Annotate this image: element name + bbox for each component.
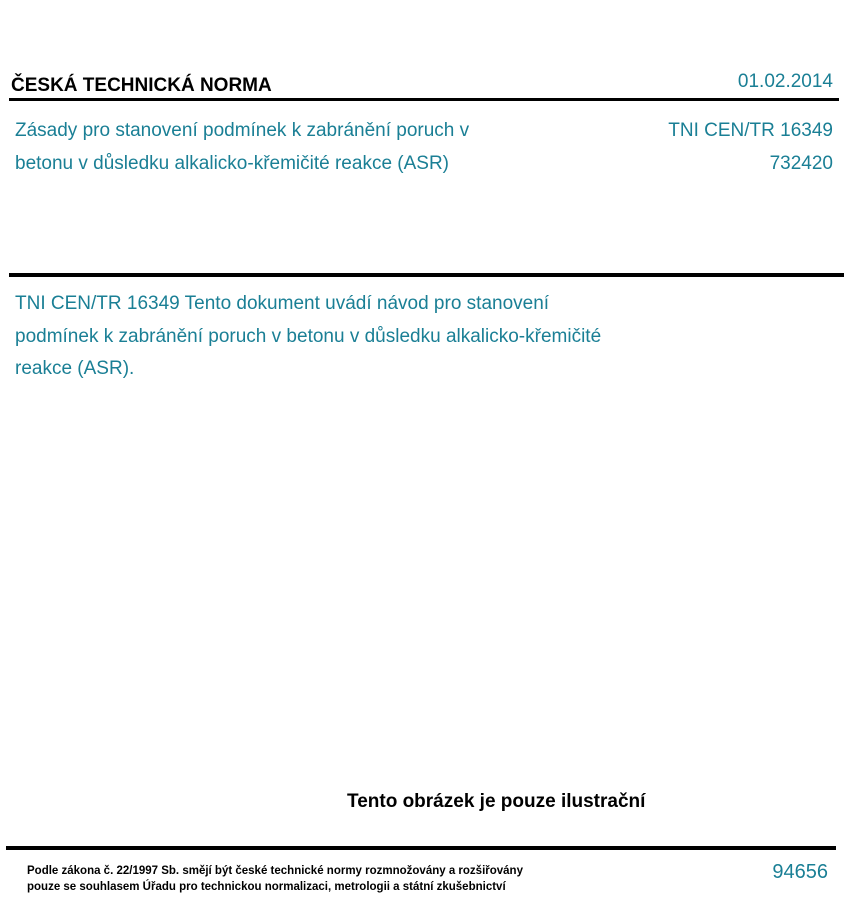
header-divider <box>9 98 839 101</box>
standard-heading: ČESKÁ TECHNICKÁ NORMA <box>11 75 272 96</box>
classification-code: 732420 <box>769 152 833 174</box>
catalog-number: 94656 <box>772 861 828 883</box>
legal-notice-line: Podle zákona č. 22/1997 Sb. smějí být české technické normy rozmnožovány a rozšiřovány <box>27 865 523 877</box>
document-abstract: TNI CEN/TR 16349 Tento dokument uvádí návod pro stanovení podmínek k zabránění poruch v betonu v důsledku alkalicko-křemičité reakce (ASR). <box>15 293 602 379</box>
publication-date: 01.02.2014 <box>737 71 833 92</box>
title-divider <box>9 273 844 277</box>
legal-notice <box>27 863 567 895</box>
document-title: Zásady pro stanovení podmínek k zabránění poruch v betonu v důsledku alkalicko-křemičité reakce (ASR) <box>15 120 470 174</box>
document-identifiers <box>668 115 833 180</box>
footer-divider <box>6 846 836 850</box>
legal-notice-line: pouze se souhlasem Úřadu pro technickou normalizaci, metrologii a státní zkušebnictví <box>27 881 506 893</box>
standard-designation: TNI CEN/TR 16349 <box>668 120 833 141</box>
illustration-note: Tento obrázek je pouze ilustrační <box>347 791 646 812</box>
